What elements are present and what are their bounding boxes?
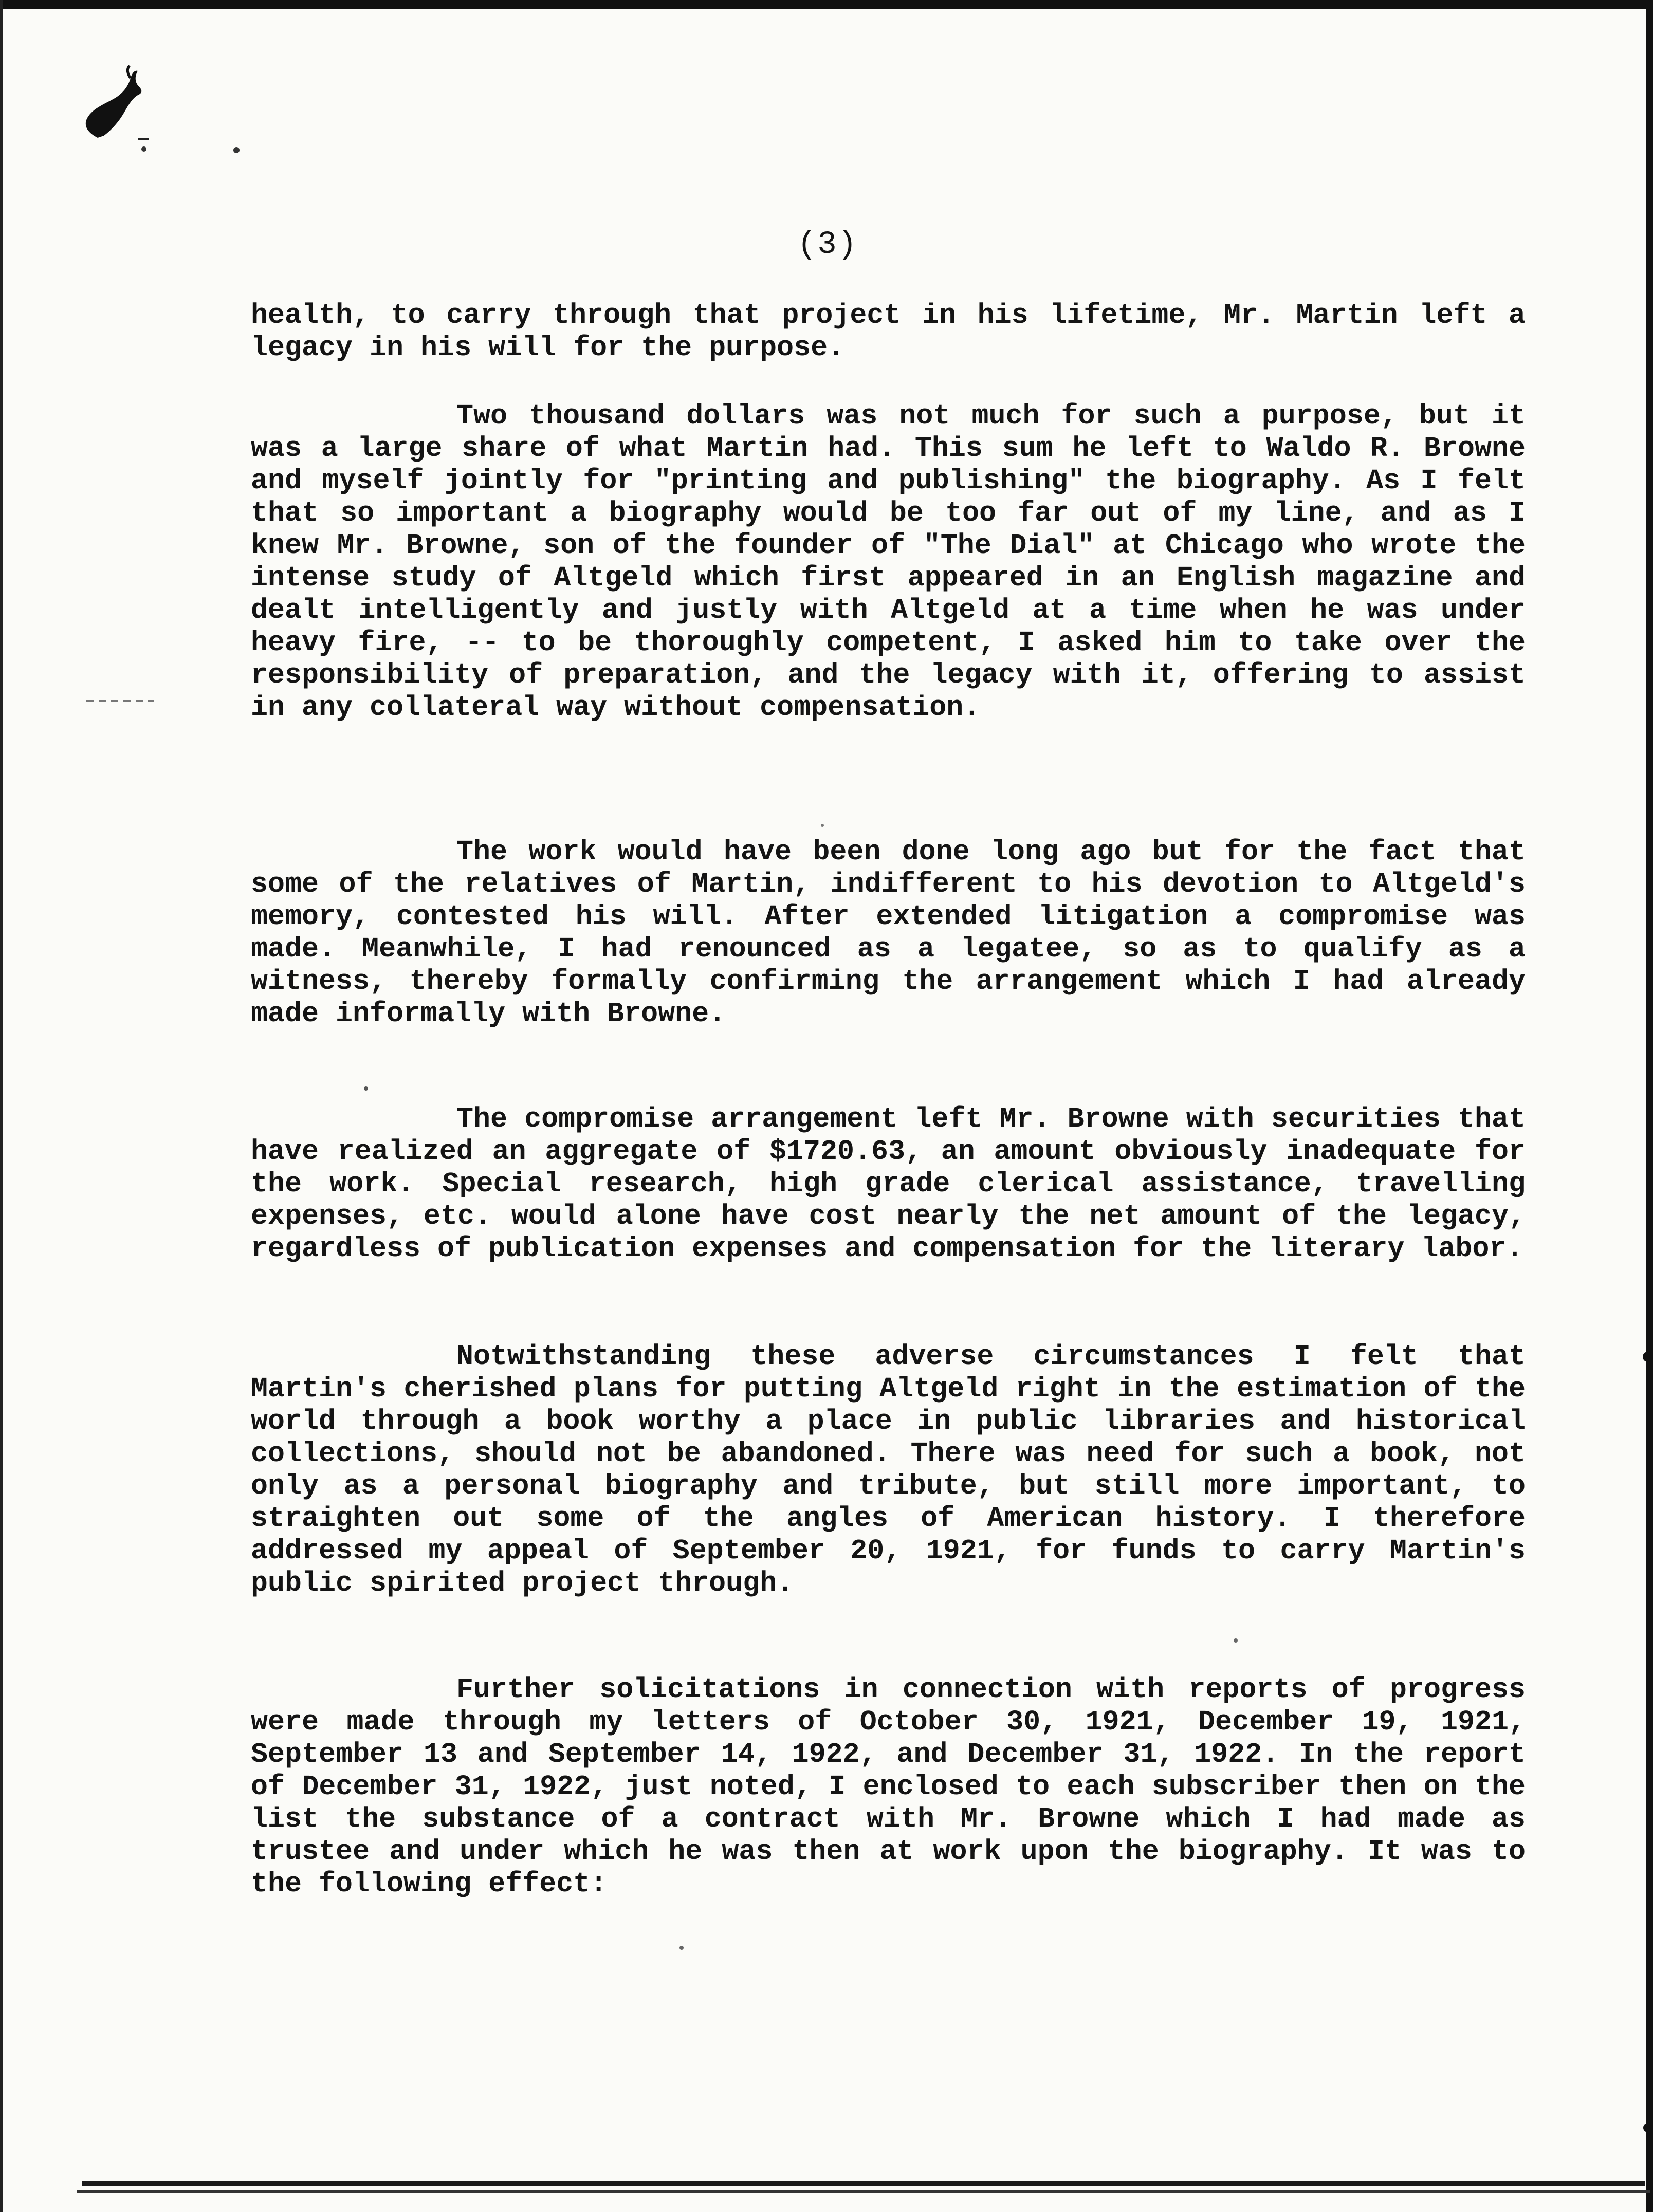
scan-edge-left	[0, 0, 3, 2212]
scan-edge-right	[1646, 0, 1653, 2212]
paragraph-4: The compromise arrangement left Mr. Browne with securities that have realized an aggregate of $1720.63, an amount obviously inadequate for the work. Special research, high grade clerical assistance, travelling expenses, etc. would alone have cost nearly the net amount of the legacy, regardless of publication expenses and compensation for the literary labor.	[251, 1103, 1526, 1265]
corner-ink-blot-icon	[77, 56, 154, 143]
bottom-rule	[82, 2181, 1645, 2186]
paragraph-5: Notwithstanding these adverse circumstances I felt that Martin's cherished plans for putting Altgeld right in the estimation of the world through a book worthy a place in public libraries and historical collections, should not be abandoned. There was need for such a book, not only as a personal biography and tribute, but still more important, to straighten out some of the angles of American history. I therefore addressed my appeal of September 20, 1921, for funds to carry Martin's public spirited project through.	[251, 1340, 1526, 1599]
paragraph-6: Further solicitations in connection with reports of progress were made through my letters of October 30, 1921, December 19, 1921, September 13 and September 14, 1922, and December 31, 1922. In the report of December 31, 1922, just noted, I enclosed to each subscriber then on the list the substance of a contract with Mr. Browne which I had made as trustee and under which he was then at work upon the biography. It was to the following effect:	[251, 1673, 1526, 1900]
paragraph-2: Two thousand dollars was not much for such a purpose, but it was a large share of what Martin had. This sum he left to Waldo R. Browne and myself jointly for "printing and publishing" the biography. As I felt that so important a biography would be too far out of my line, and as I knew Mr. Browne, son of the founder of "The Dial" at Chicago who wrote the intense study of Altgeld which first appeared in an English magazine and dealt intelligently and justly with Altgeld at a time when he was under heavy fire, -- to be thoroughly competent, I asked him to take over the responsibility of preparation, and the legacy with it, offering to assist in any collateral way without compensation.	[251, 400, 1526, 724]
page-number: (3)	[797, 226, 858, 263]
paragraph-1: health, to carry through that project in his lifetime, Mr. Martin left a legacy in his will for the purpose.	[251, 299, 1526, 364]
scan-edge-top	[0, 0, 1653, 9]
paragraph-3: The work would have been done long ago but for the fact that some of the relatives of Martin, indifferent to his devotion to Altgeld's memory, contested his will. After extended litigation a compromise was made. Meanwhile, I had renounced as a legatee, so as to qualify as a witness, thereby formally confirming the arrangement which I had already made informally with Browne.	[251, 836, 1526, 1030]
bottom-rule-secondary	[77, 2190, 1650, 2193]
